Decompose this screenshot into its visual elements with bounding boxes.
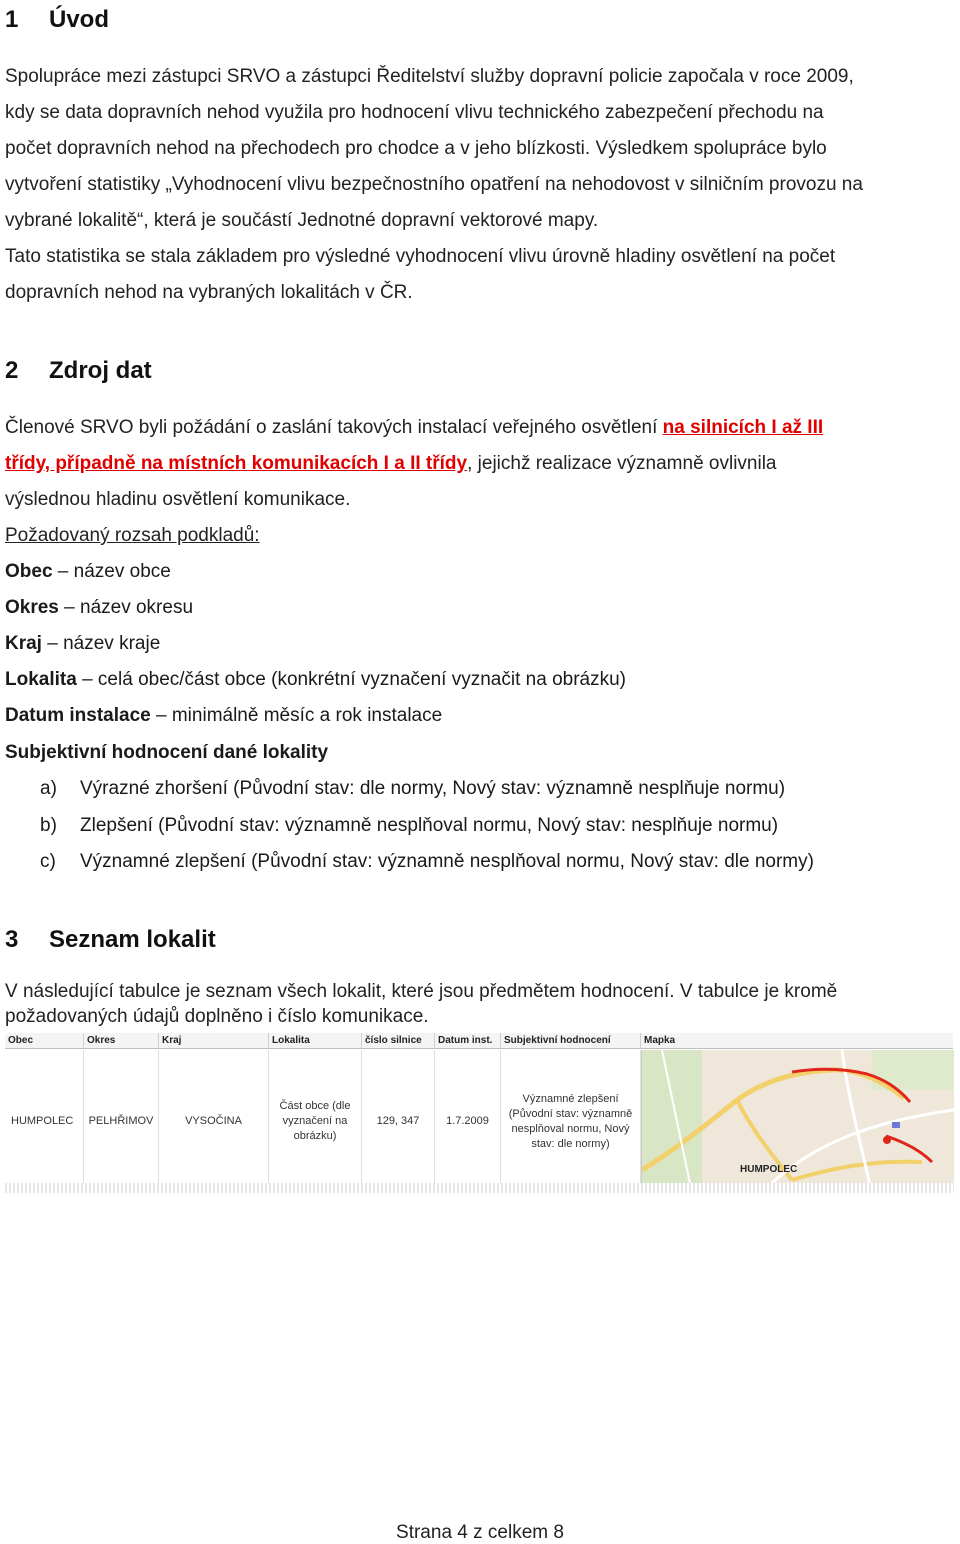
section-2-heading <box>5 357 152 385</box>
table-header-hodnoceni: Subjektivní hodnocení <box>501 1033 641 1049</box>
section-title: Úvod <box>49 6 109 33</box>
text-line: vybrané lokalitě“, která je součástí Jednotné dopravní vektorové mapy. <box>5 210 599 231</box>
option-text: Zlepšení (Původní stav: významně nesplňoval normu, Nový stav: nesplňuje normu) <box>80 815 779 836</box>
location-map <box>641 1050 954 1193</box>
table-cell-hodnoceni: Významné zlepšení (Původní stav: významně nesplňoval normu, Nový stav: dle normy) <box>501 1050 641 1193</box>
section-number: 1 <box>5 6 19 33</box>
table-cell-datum: 1.7.2009 <box>435 1050 501 1193</box>
text-line: kdy se data dopravních nehod využila pro hodnocení vlivu technického zabezpečení přechodu na <box>5 102 824 123</box>
field-desc: – celá obec/část obce (konkrétní vyznačení vyznačit na obrázku) <box>76 669 626 690</box>
table-cell-kraj: VYSOČINA <box>159 1050 269 1193</box>
table-cell-obec: HUMPOLEC <box>5 1050 84 1193</box>
option-label: a) <box>40 778 57 799</box>
table-header-okres: Okres <box>84 1033 159 1049</box>
field-name: Kraj <box>5 633 42 654</box>
text-line <box>5 446 957 482</box>
table-header-obec: Obec <box>5 1033 84 1049</box>
text-line: Tato statistika se stala základem pro výsledné vyhodnocení vlivu úrovně hladiny osvětlení na počet <box>5 246 836 267</box>
field-name: Subjektivní hodnocení dané lokality <box>5 742 329 763</box>
field-lokalita <box>5 662 626 698</box>
table-cell-lokalita: Část obce (dle vyznačení na obrázku) <box>269 1050 362 1193</box>
table-header-lokalita: Lokalita <box>269 1033 362 1049</box>
list-intro-paragraph <box>5 979 957 1029</box>
field-kraj <box>5 626 160 662</box>
page-footer: Strana 4 z celkem 8 <box>396 1522 564 1543</box>
field-name: Datum instalace <box>5 705 151 726</box>
field-desc: – název obce <box>52 561 171 582</box>
text-line: dopravních nehod na vybraných lokalitách v ČR. <box>5 282 413 303</box>
road-class-link[interactable]: na silnicích I až III <box>662 417 824 438</box>
map-graphic <box>642 1050 954 1193</box>
intro-paragraph <box>5 59 957 311</box>
option-c <box>40 844 814 880</box>
text-line <box>5 410 957 446</box>
option-label: b) <box>40 815 57 836</box>
table-cell-okres: PELHŘIMOV <box>84 1050 159 1193</box>
field-name: Obec <box>5 561 53 582</box>
section-3-heading <box>5 926 216 954</box>
option-b <box>40 808 778 844</box>
road-class-link[interactable]: třídy, případně na místních komunikacích I a II třídy <box>5 453 468 474</box>
text-line: vytvoření statistiky „Vyhodnocení vlivu bezpečnostního opatření na nehodovost v silničním provozu na <box>5 174 863 195</box>
field-desc: – název kraje <box>41 633 161 654</box>
map-town-label: HUMPOLEC <box>740 1164 798 1175</box>
text-line: výslednou hladinu osvětlení komunikace. <box>5 489 351 510</box>
field-obec <box>5 554 171 590</box>
field-name: Lokalita <box>5 669 77 690</box>
section-number: 3 <box>5 926 19 953</box>
text-line: počet dopravních nehod na přechodech pro chodce a v jeho blízkosti. Výsledkem spolupráce bylo <box>5 138 827 159</box>
option-a <box>40 771 785 807</box>
locations-table <box>5 1033 953 1193</box>
table-header-mapka: Mapka <box>641 1033 953 1049</box>
source-paragraph <box>5 410 957 554</box>
field-desc: – minimálně měsíc a rok instalace <box>150 705 443 726</box>
text-line: V následující tabulce je seznam všech lokalit, které jsou předmětem hodnocení. V tabulce je kromě <box>5 981 838 1002</box>
option-text: Významné zlepšení (Původní stav: významně nesplňoval normu, Nový stav: dle normy) <box>80 851 814 872</box>
text-segment: , jejichž realizace významně ovlivnila <box>467 453 777 474</box>
section-title: Seznam lokalit <box>49 926 216 953</box>
table-header-datum: Datum inst. <box>435 1033 501 1049</box>
text-segment: Členové SRVO byli požádání o zaslání takových instalací veřejného osvětlení <box>5 417 663 438</box>
table-header-silnice: číslo silnice <box>362 1033 435 1049</box>
section-1-heading <box>5 6 109 34</box>
table-bottom-border <box>5 1183 953 1193</box>
field-okres <box>5 590 193 626</box>
field-datum <box>5 698 442 734</box>
table-header-kraj: Kraj <box>159 1033 269 1049</box>
requirements-heading: Požadovaný rozsah podkladů: <box>5 525 260 546</box>
option-label: c) <box>40 851 56 872</box>
field-name: Okres <box>5 597 59 618</box>
section-title: Zdroj dat <box>49 357 152 384</box>
text-line: požadovaných údajů doplněno i číslo komunikace. <box>5 1006 429 1027</box>
field-hodnoceni <box>5 735 328 771</box>
section-number: 2 <box>5 357 19 384</box>
option-text: Výrazné zhoršení (Původní stav: dle normy, Nový stav: významně nesplňuje normu) <box>80 778 786 799</box>
field-desc: – název okresu <box>58 597 194 618</box>
table-cell-silnice: 129, 347 <box>362 1050 435 1193</box>
text-line: Spolupráce mezi zástupci SRVO a zástupci Ředitelství služby dopravní policie započala v roce 2009, <box>5 66 854 87</box>
